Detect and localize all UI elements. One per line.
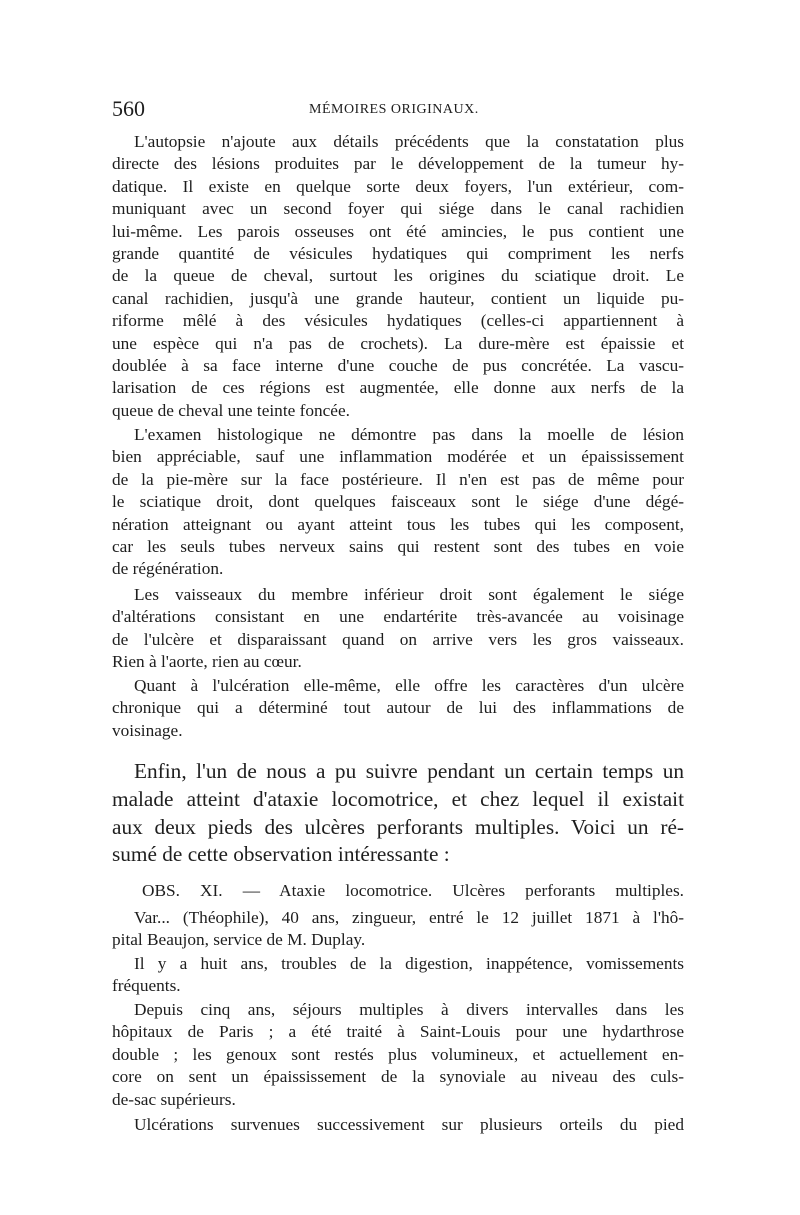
paragraph-sejours (112, 999, 684, 1111)
text-line: grande quantité de vésicules hydatiques qui compriment les nerfs (112, 244, 684, 264)
text-line: chronique qui a déterminé tout autour de lui des inflammations de (112, 698, 684, 718)
text-line: aux deux pieds des ulcères perforants multiples. Voici un ré- (112, 814, 684, 839)
page-header (112, 96, 702, 126)
text-line: le sciatique droit, dont quelques faisceaux sont le siége d'une dégé- (112, 492, 684, 512)
observation-title: OBS. XI. — Ataxie locomotrice. Ulcères perforants multiples. (142, 881, 684, 900)
text-line: nération atteignant ou ayant atteint tous les tubes qui les composent, (112, 514, 684, 534)
text-line: L'examen histologique ne démontre pas dans la moelle de lésion (134, 425, 684, 444)
observation-xi (112, 880, 684, 902)
text-line: malade atteint d'ataxie locomotrice, et chez lequel il existait (112, 786, 684, 811)
text-line: muniquant avec un second foyer qui siége dans le canal rachidien (112, 199, 684, 219)
paragraph-enfin (112, 758, 684, 869)
text-line: fréquents. (112, 976, 181, 996)
page-number: 560 (112, 96, 145, 121)
text-line: hôpitaux de Paris ; a été traité à Saint-Louis pour une hydarthrose (112, 1022, 684, 1042)
paragraph-digestion (112, 953, 684, 998)
text-line: de l'ulcère et disparaissant quand on arrive vers les gros vaisseaux. (112, 629, 684, 649)
text-line: de régénération. (112, 559, 224, 579)
text-line: L'autopsie n'ajoute aux détails précédents que la constatation plus (134, 132, 684, 151)
paragraph-vaisseaux (112, 584, 684, 674)
text-line: directe des lésions produites par le développement de la tumeur hy- (112, 154, 684, 174)
text-line: sumé de cette observation intéressante : (112, 842, 450, 867)
text-line: pital Beaujon, service de M. Duplay. (112, 930, 366, 950)
paragraph-ulcerations (112, 1114, 684, 1136)
text-line: Enfin, l'un de nous a pu suivre pendant un certain temps un (134, 759, 684, 783)
text-line: Ulcérations survenues successivement sur plusieurs orteils du pied (134, 1115, 684, 1134)
text-line: Depuis cinq ans, séjours multiples à divers intervalles dans les (134, 1000, 684, 1019)
text-line: Quant à l'ulcération elle-même, elle offre les caractères d'un ulcère (134, 676, 684, 695)
text-line: Var... (Théophile), 40 ans, zingueur, entré le 12 juillet 1871 à l'hô- (134, 908, 684, 927)
text-line: car les seuls tubes nerveux sains qui restent sont des tubes en voie (112, 537, 684, 557)
running-title: MÉMOIRES ORIGINAUX. (309, 102, 479, 117)
text-line: une espèce qui n'a pas de crochets). La dure-mère est épaissie et (112, 333, 684, 353)
paragraph-ulceration (112, 675, 684, 742)
text-line: de la pie-mère sur la face postérieure. Il n'en est pas de même pour (112, 469, 684, 489)
text-line: Il y a huit ans, troubles de la digestion, inappétence, vomissements (134, 954, 684, 973)
text-line: d'altérations consistant en une endartérite très-avancée au voisinage (112, 607, 684, 627)
text-line: double ; les genoux sont restés plus volumineux, et actuellement en- (112, 1044, 684, 1064)
paragraph-autopsie (112, 131, 684, 422)
text-line: lui-même. Les parois osseuses ont été amincies, le pus contient une (112, 221, 684, 241)
paragraph-patient (112, 907, 684, 952)
text-line: larisation de ces régions est augmentée, elle donne aux nerfs de la (112, 378, 684, 398)
text-line: canal rachidien, jusqu'à une grande hauteur, contient un liquide pu- (112, 288, 684, 308)
text-line: queue de cheval une teinte foncée. (112, 400, 350, 420)
text-line: voisinage. (112, 720, 183, 740)
text-line: riforme mêlé à des vésicules hydatiques (celles-ci appartiennent à (112, 311, 684, 331)
text-line: core on sent un épaississement de la synoviale au niveau des culs- (112, 1067, 684, 1087)
text-line: bien appréciable, sauf une inflammation modérée et un épaississement (112, 447, 684, 467)
text-line: doublée à sa face interne d'une couche de pus concrétée. La vascu- (112, 356, 684, 376)
paragraph-histologie (112, 424, 684, 581)
text-line: de-sac supérieurs. (112, 1089, 236, 1109)
text-line: de la queue de cheval, surtout les origines du sciatique droit. Le (112, 266, 684, 286)
text-line: Rien à l'aorte, rien au cœur. (112, 652, 302, 672)
text-line: datique. Il existe en quelque sorte deux foyers, l'un extérieur, com- (112, 176, 684, 196)
text-line: Les vaisseaux du membre inférieur droit sont également le siége (134, 585, 684, 604)
